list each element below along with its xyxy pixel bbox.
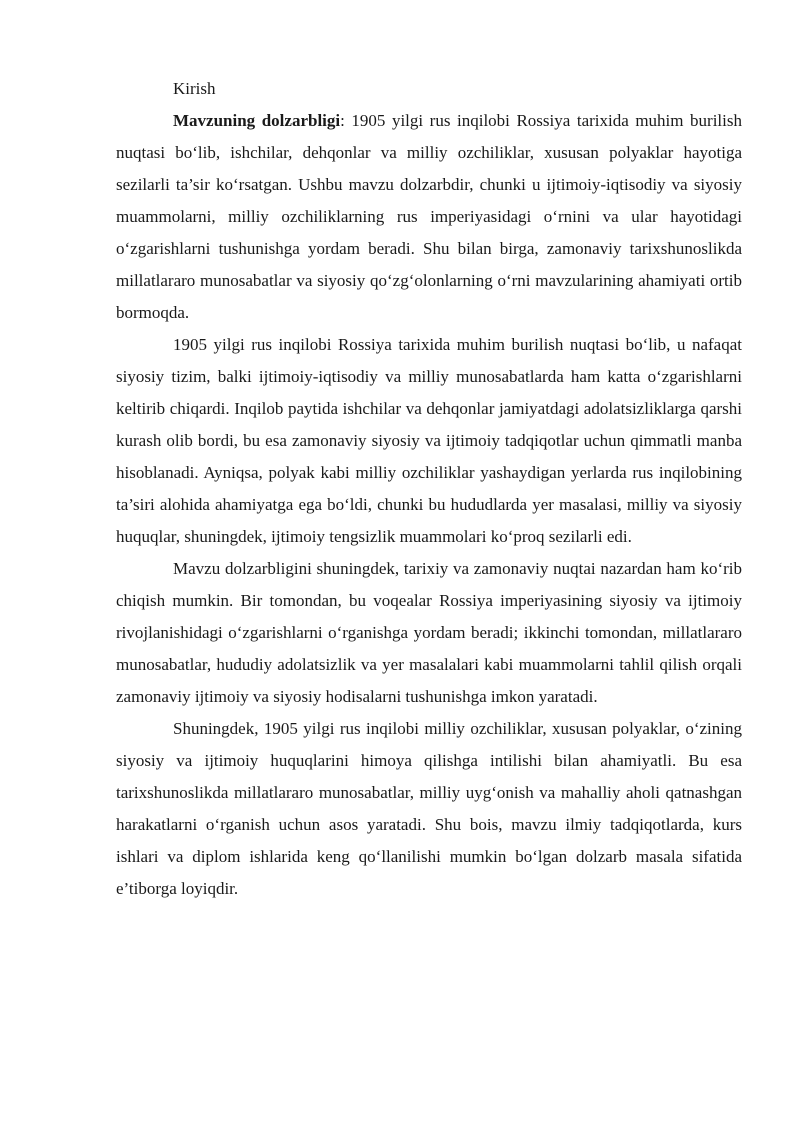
- document-body: [116, 73, 742, 905]
- paragraph-1-text: 1905 yilgi rus inqilobi Rossiya tarixida muhim burilish nuqtasi bo‘lib, ishchilar, dehqonlar va milliy ozchiliklar, xususan polyaklar hayotiga sezilarli ta’sir ko‘rsatgan. Ushbu mavzu dolzarbdir, chunki u ijtimoiy-iqtisodiy va siyosiy muammolarni, milliy ozchiliklarning rus imperiyasidagi o‘rnini va ular hayotidagi o‘zgarishlarni tushunishga yordam beradi. Shu bilan birga, zamonaviy tarixshunoslikda millatlararo munosabatlar va siyosiy qo‘zg‘olonlarning o‘rni mavzularining ahamiyati ortib bormoqda.: [116, 111, 742, 322]
- paragraph-2: 1905 yilgi rus inqilobi Rossiya tarixida muhim burilish nuqtasi bo‘lib, u nafaqat siyosiy tizim, balki ijtimoiy-iqtisodiy va milliy munosabatlarda ham katta o‘zgarishlarni keltirib chiqardi. Inqilob paytida ishchilar va dehqonlar jamiyatdagi adolatsizliklarga qarshi kurash olib bordi, bu esa zamonaviy siyosiy va ijtimoiy tadqiqotlar uchun qimmatli manba hisoblanadi. Ayniqsa, polyak kabi milliy ozchiliklar yashaydigan yerlarda rus inqilobining ta’siri alohida ahamiyatga ega bo‘ldi, chunki bu hududlarda yer masalasi, milliy va siyosiy huquqlar, shuningdek, ijtimoiy tengsizlik muammolari ko‘proq sezilarli edi.: [116, 335, 742, 546]
- relevance-separator: :: [340, 111, 345, 130]
- paragraph-4: Shuningdek, 1905 yilgi rus inqilobi milliy ozchiliklar, xususan polyaklar, o‘zining siyosiy va ijtimoiy huquqlarini himoya qilishga intilishi bilan ahamiyatli. Bu esa tarixshunoslikda millatlararo munosabatlar, milliy uyg‘onish va mahalliy aholi qatnashgan harakatlarni o‘rganish uchun asos yaratadi. Shu bois, mavzu ilmiy tadqiqotlarda, kurs ishlari va diplom ishlarida keng qo‘llanilishi mumkin bo‘lgan dolzarb masala sifatida e’tiborga loyiqdir.: [116, 719, 742, 898]
- paragraph-3: Mavzu dolzarbligini shuningdek, tarixiy va zamonaviy nuqtai nazardan ham ko‘rib chiqish mumkin. Bir tomondan, bu voqealar Rossiya imperiyasining siyosiy va ijtimoiy rivojlanishidagi o‘zgarishlarni o‘rganishga yordam beradi; ikkinchi tomondan, millatlararo munosabatlar, hududiy adolatsizlik va yer masalalari kabi muammolarni tahlil qilish orqali zamonaviy ijtimoiy va siyosiy hodisalarni tushunishga imkon yaratadi.: [116, 559, 742, 706]
- section-heading: Kirish: [173, 79, 216, 98]
- relevance-label: Mavzuning dolzarbligi: [173, 111, 341, 130]
- paragraph-relevance: [116, 105, 742, 329]
